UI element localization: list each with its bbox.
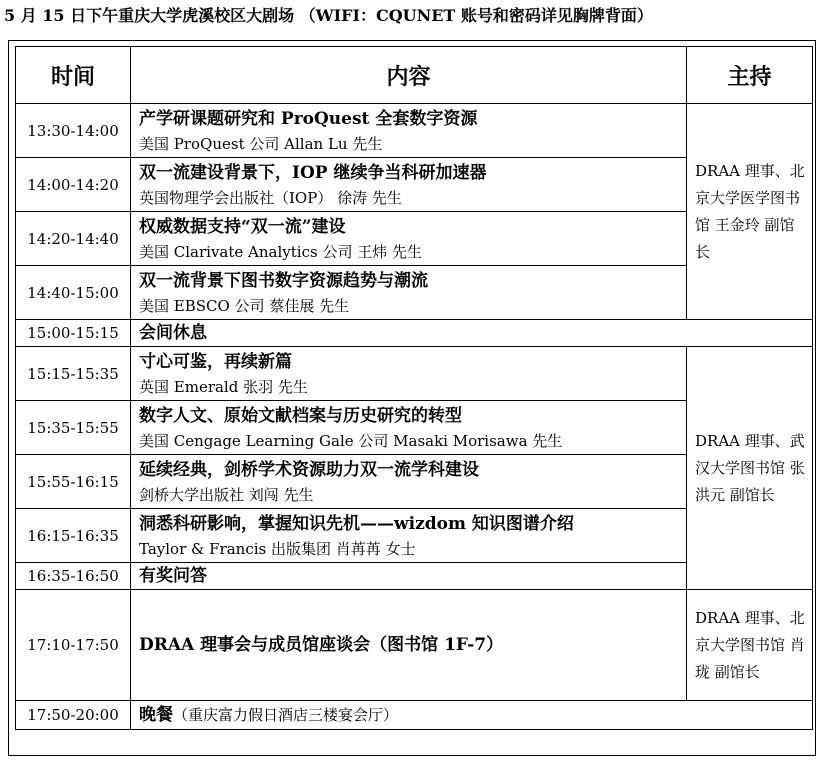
talk-speaker: 英国物理学会出版社（IOP） 徐涛 先生: [139, 189, 402, 207]
break-label: 会间休息: [139, 323, 207, 343]
session-host: DRAA 理事、北京大学医学图书馆 王金玲 副馆长: [687, 104, 813, 320]
session-content: [131, 104, 687, 158]
qa-time: 16:35-16:50: [16, 563, 131, 590]
break-content: [131, 320, 813, 347]
session-time: 15:15-15:35: [16, 347, 131, 401]
talk-title: 产学研课题研究和 ProQuest 全套数字资源: [139, 109, 478, 129]
session-time: 13:30-14:00: [16, 104, 131, 158]
talk-title: 数字人文、原始文献档案与历史研究的转型: [139, 406, 462, 426]
session-content: [131, 266, 687, 320]
session-content: [131, 401, 687, 455]
talk-speaker: 英国 Emerald 张羽 先生: [139, 378, 308, 396]
talk-title: 权威数据支持“双一流”建设: [139, 217, 346, 237]
session-content: [131, 212, 687, 266]
dinner-row: [16, 701, 813, 730]
meeting-title: DRAA 理事会与成员馆座谈会（图书馆 1F-7）: [139, 635, 504, 655]
break-row: [16, 320, 813, 347]
dinner-time: 17:50-20:00: [16, 701, 131, 730]
talk-title: 双一流建设背景下，IOP 继续争当科研加速器: [139, 163, 487, 183]
meeting-content: [131, 590, 687, 701]
session-time: 14:40-15:00: [16, 266, 131, 320]
meeting-time: 17:10-17:50: [16, 590, 131, 701]
header-content: 内容: [131, 47, 687, 104]
header-time: 时间: [16, 47, 131, 104]
meeting-host: DRAA 理事、北京大学图书馆 肖珑 副馆长: [687, 590, 813, 701]
talk-speaker: 剑桥大学出版社 刘闯 先生: [139, 486, 314, 504]
session-content: [131, 509, 687, 563]
session-time: 14:00-14:20: [16, 158, 131, 212]
session-content: [131, 455, 687, 509]
talk-speaker: 美国 EBSCO 公司 蔡佳展 先生: [139, 297, 350, 315]
session-time: 14:20-14:40: [16, 212, 131, 266]
table-row: [16, 104, 813, 158]
session-time: 15:55-16:15: [16, 455, 131, 509]
talk-title: 洞悉科研影响，掌握知识先机——wizdom 知识图谱介绍: [139, 514, 574, 534]
schedule-table: [15, 46, 813, 730]
dinner-line: [139, 703, 812, 727]
talk-title: 双一流背景下图书数字资源趋势与潮流: [139, 271, 428, 291]
meeting-row: [16, 590, 813, 701]
dinner-content: [131, 701, 813, 730]
table-header-row: [16, 47, 813, 104]
talk-title: 延续经典，剑桥学术资源助力双一流学科建设: [139, 460, 479, 480]
table-row: [16, 347, 813, 401]
dinner-label: 晚餐: [139, 705, 173, 725]
talk-speaker: 美国 Cengage Learning Gale 公司 Masaki Morisawa 先生: [139, 432, 563, 450]
session-content: [131, 347, 687, 401]
talk-speaker: Taylor & Francis 出版集团 肖苒苒 女士: [139, 540, 416, 558]
talk-speaker: 美国 Clarivate Analytics 公司 王炜 先生: [139, 243, 422, 261]
page-heading: 5 月 15 日下午重庆大学虎溪校区大剧场 （WIFI：CQUNET 账号和密码详见胸牌背面）: [4, 6, 653, 25]
qa-label: 有奖问答: [139, 566, 207, 586]
talk-speaker: 美国 ProQuest 公司 Allan Lu 先生: [139, 135, 383, 153]
header-host: 主持: [687, 47, 813, 104]
session-host: DRAA 理事、武汉大学图书馆 张洪元 副馆长: [687, 347, 813, 590]
qa-content: [131, 563, 687, 590]
dinner-detail: （重庆富力假日酒店三楼宴会厅）: [173, 706, 399, 724]
session-content: [131, 158, 687, 212]
talk-title: 寸心可鉴，再续新篇: [139, 352, 292, 372]
session-time: 16:15-16:35: [16, 509, 131, 563]
break-time: 15:00-15:15: [16, 320, 131, 347]
session-time: 15:35-15:55: [16, 401, 131, 455]
